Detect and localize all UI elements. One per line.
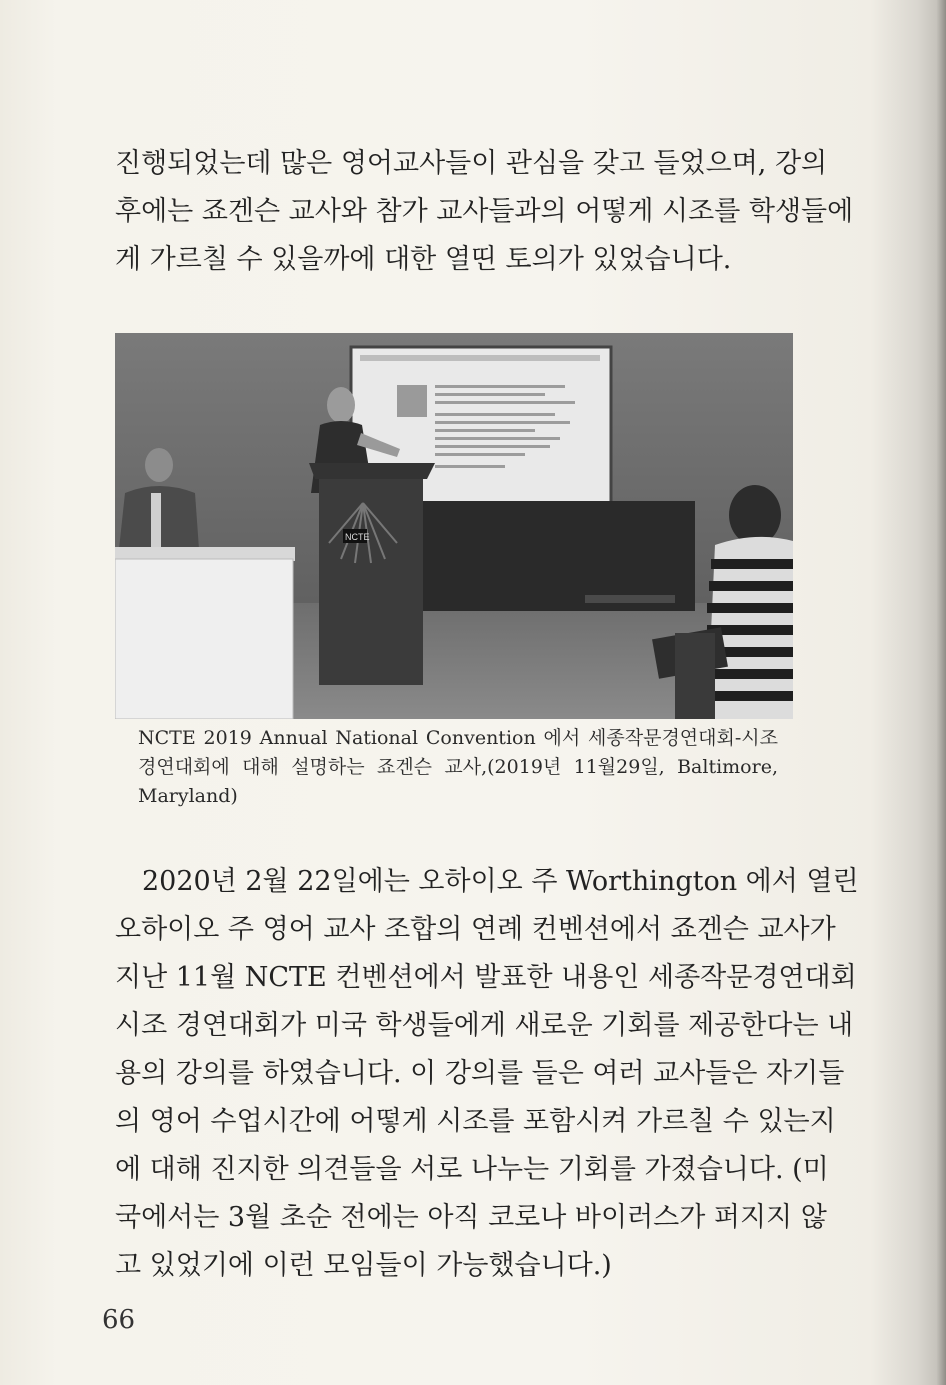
paragraph-2 [115, 858, 859, 1290]
paragraph-2-line: 오하이오 주 영어 교사 조합의 연례 컨벤션에서 죠겐슨 교사가 [115, 914, 836, 945]
book-spine-shadow [936, 0, 946, 1385]
paragraph-2-line: 지난 11월 NCTE 컨벤션에서 발표한 내용인 세종작문경연대회 [115, 962, 857, 993]
caption-line: 경연대회에 대해 설명하는 죠겐슨 교사,(2019년 11월29일, Baltimore, [138, 756, 778, 778]
paragraph-2-line: 국에서는 3월 초순 전에는 아직 코로나 바이러스가 퍼지지 않 [115, 1202, 827, 1233]
paragraph-1-line: 진행되었는데 많은 영어교사들이 관심을 갖고 들었으며, 강의 [115, 148, 828, 179]
photo-caption [138, 724, 778, 811]
caption-line: NCTE 2019 Annual National Convention 에서 세종작문경연대회-시조 [138, 727, 778, 749]
paragraph-2-line: 용의 강의를 하였습니다. 이 강의를 들은 여러 교사들은 자기들 [115, 1058, 845, 1089]
paragraph-2-line: 고 있었기에 이런 모임들이 가능했습니다.) [115, 1250, 612, 1281]
paragraph-1-line: 후에는 죠겐슨 교사와 참가 교사들과의 어떻게 시조를 학생들에 [115, 196, 854, 227]
paragraph-1 [115, 140, 854, 284]
paragraph-2-line: 시조 경연대회가 미국 학생들에게 새로운 기회를 제공한다는 내 [115, 1010, 854, 1041]
caption-line: Maryland) [138, 785, 238, 807]
podium-label: NCTE [345, 532, 370, 542]
page-number: 66 [102, 1305, 136, 1335]
convention-photo-image [115, 333, 793, 719]
paragraph-2-line: 의 영어 수업시간에 어떻게 시조를 포함시켜 가르칠 수 있는지 [115, 1106, 836, 1137]
paragraph-2-line: 2020년 2월 22일에는 오하이오 주 Worthington 에서 열린 [142, 866, 859, 897]
convention-photo [115, 333, 793, 719]
paragraph-1-line: 게 가르칠 수 있을까에 대한 열띤 토의가 있었습니다. [115, 244, 732, 275]
paragraph-2-line: 에 대해 진지한 의견들을 서로 나누는 기회를 가졌습니다. (미 [115, 1154, 829, 1185]
